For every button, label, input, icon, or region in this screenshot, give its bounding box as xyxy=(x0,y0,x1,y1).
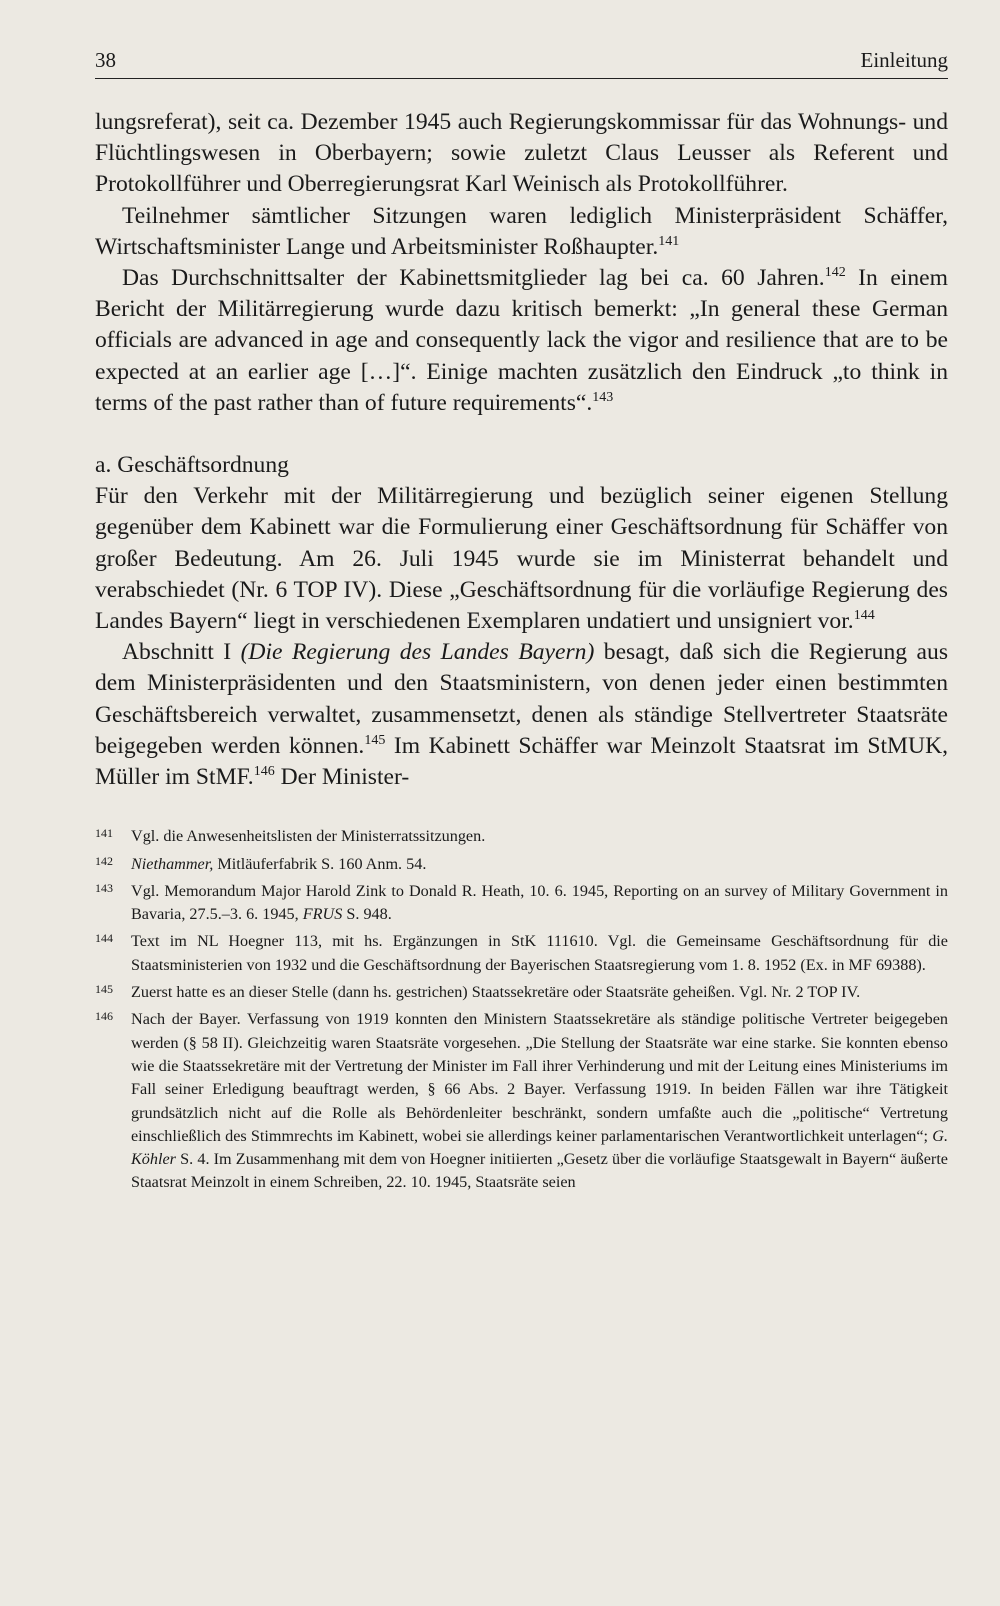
paragraph-5-italic: (Die Regierung des Landes Bayern) xyxy=(240,639,595,666)
paragraph-4 xyxy=(95,481,948,637)
paragraph-5-text-d: Der Minister- xyxy=(274,764,410,791)
footnote-text: Vgl. die Anwesenheitslisten der Ministerratssitzungen. xyxy=(131,827,486,846)
footnote-text-b: S. 948. xyxy=(342,905,392,924)
paragraph-3-text-a: Das Durchschnittsalter der Kabinettsmitglieder lag bei ca. 60 Jahren. xyxy=(122,265,825,292)
page-header xyxy=(95,44,948,79)
footnote-text: Text im NL Hoegner 113, mit hs. Ergänzungen in StK 111610. Vgl. die Gemeinsame Geschäftsordnung für die Staatsministerien von 1932 und die Geschäftsordnung der Bayerischen Staatsregierung vom 1. 8. 1952 (Ex. in MF 69388). xyxy=(131,932,948,974)
footnote-number: 143 xyxy=(95,880,113,895)
footnotes xyxy=(95,825,948,1194)
section-heading: a. Geschäftsordnung xyxy=(95,452,289,479)
footnote-text: Zuerst hatte es an dieser Stelle (dann hs. gestrichen) Staatssekretäre oder Staatsräte geheißen. Vgl. Nr. 2 TOP IV. xyxy=(131,983,861,1002)
footnote-text-b: S. 4. Im Zusammenhang mit dem von Hoegner initiierten „Gesetz über die vorläufige Staatsgewalt in Bayern“ äußerte Staatsrat Meinzolt in einem Schreiben, 22. 10. 1945, Staatsräte seien xyxy=(131,1150,948,1192)
footnote-ref-141: 141 xyxy=(658,233,680,249)
paragraph-5-text-b: besagt, daß sich die Regierung aus dem Ministerpräsidenten und den Staatsministern, von denen jeder einen bestimmten Geschäftsbereich verwaltet, zusammensetzt, denen als ständige Stellvertreter Staatsräte beigegeben werden können. xyxy=(95,639,948,759)
footnote-144 xyxy=(95,930,948,977)
footnote-145 xyxy=(95,981,948,1004)
running-title: Einleitung xyxy=(860,48,948,72)
main-text xyxy=(95,107,948,793)
paragraph-3-text-b: In einem Bericht der Militärregierung wurde dazu kritisch bemerkt: „In general these German officials are advanced in age and consequently lack the vigor and resilience that are to be expected at an earlier age […]“. Einige machten zusätzlich den Eindruck „to think in terms of the past rather than of future requirements“. xyxy=(95,265,948,416)
footnote-142 xyxy=(95,853,948,876)
page-number: 38 xyxy=(95,48,116,72)
paragraph-1: lungsreferat), seit ca. Dezember 1945 auch Regierungskommissar für das Wohnungs- und Flüchtlingswesen in Oberbayern; sowie zuletzt Claus Leusser als Referent und Protokollführer und Oberregierungsrat Karl Weinisch als Protokollführer. xyxy=(95,109,948,198)
paragraph-2-text: Teilnehmer sämtlicher Sitzungen waren lediglich Ministerpräsident Schäffer, Wirtschaftsminister Lange und Arbeitsminister Roßhaupter. xyxy=(95,202,948,260)
footnote-text: Mitläuferfabrik S. 160 Anm. 54. xyxy=(213,854,427,873)
footnote-ref-145: 145 xyxy=(364,732,386,748)
footnote-number: 145 xyxy=(95,982,113,997)
footnote-number: 144 xyxy=(95,931,113,946)
paragraph-4-text: Für den Verkehr mit der Militärregierung und bezüglich seiner eigenen Stellung gegenüber dem Kabinett war die Formulierung einer Geschäftsordnung für Schäffer von großer Bedeutung. Am 26. Juli 1945 wurde sie im Ministerrat behandelt und verabschiedet (Nr. 6 TOP IV). Diese „Geschäftsordnung für die vorläufige Regierung des Landes Bayern“ liegt in verschiedenen Exemplaren undatiert und unsigniert vor. xyxy=(95,483,948,635)
footnote-number: 141 xyxy=(95,826,113,841)
footnote-ref-142: 142 xyxy=(824,265,846,281)
footnote-ref-143: 143 xyxy=(592,389,614,405)
footnote-italic: G. Köhler xyxy=(131,1126,948,1169)
footnote-ref-146: 146 xyxy=(253,764,275,780)
footnote-number: 146 xyxy=(95,1009,113,1024)
footnote-146 xyxy=(95,1008,948,1194)
paragraph-3 xyxy=(95,263,948,419)
paragraph-5-text-a: Abschnitt I xyxy=(122,639,241,666)
paragraph-5 xyxy=(95,637,948,793)
footnote-text: Nach der Bayer. Verfassung von 1919 konnten den Ministern Staatssekretäre als ständige politische Vertreter beigegeben werden (§ 58 II). Gleichzeitig waren Staatsräte vorgesehen. „Die Stellung der Staatsräte war eine starke. Sie konnten ebenso wie die Staatssekretäre mit der Vertretung der Minister im Fall ihrer Verhinderung und mit der Leitung eines Ministeriums im Fall seiner Erledigung beauftragt werden, § 66 Abs. 2 Bayer. Verfassung 1919. In beiden Fällen war ihre Tätigkeit grundsätzlich nicht auf die Rolle als Behördenleiter beschränkt, sondern umfaßte auch die „politische“ Vertretung einschließlich des Stimmrechts im Kabinett, wobei sie allerdings keiner parlamentarischen Verantwortlichkeit unterlagen“; xyxy=(131,1010,948,1145)
footnote-italic: FRUS xyxy=(302,905,343,924)
footnote-143 xyxy=(95,880,948,927)
footnote-text: Vgl. Memorandum Major Harold Zink to Donald R. Heath, 10. 6. 1945, Reporting on an survey of Military Government in Bavaria, 27.5.–3. 6. 1945, xyxy=(131,881,948,924)
footnote-number: 142 xyxy=(95,853,113,868)
paragraph-5-text-c: Im Kabinett Schäffer war Meinzolt Staatsrat im StMUK, Müller im StMF. xyxy=(95,732,948,791)
footnote-141 xyxy=(95,825,948,848)
footnote-author: Niethammer, xyxy=(131,854,214,873)
footnote-ref-144: 144 xyxy=(853,608,875,624)
paragraph-2 xyxy=(95,201,948,263)
